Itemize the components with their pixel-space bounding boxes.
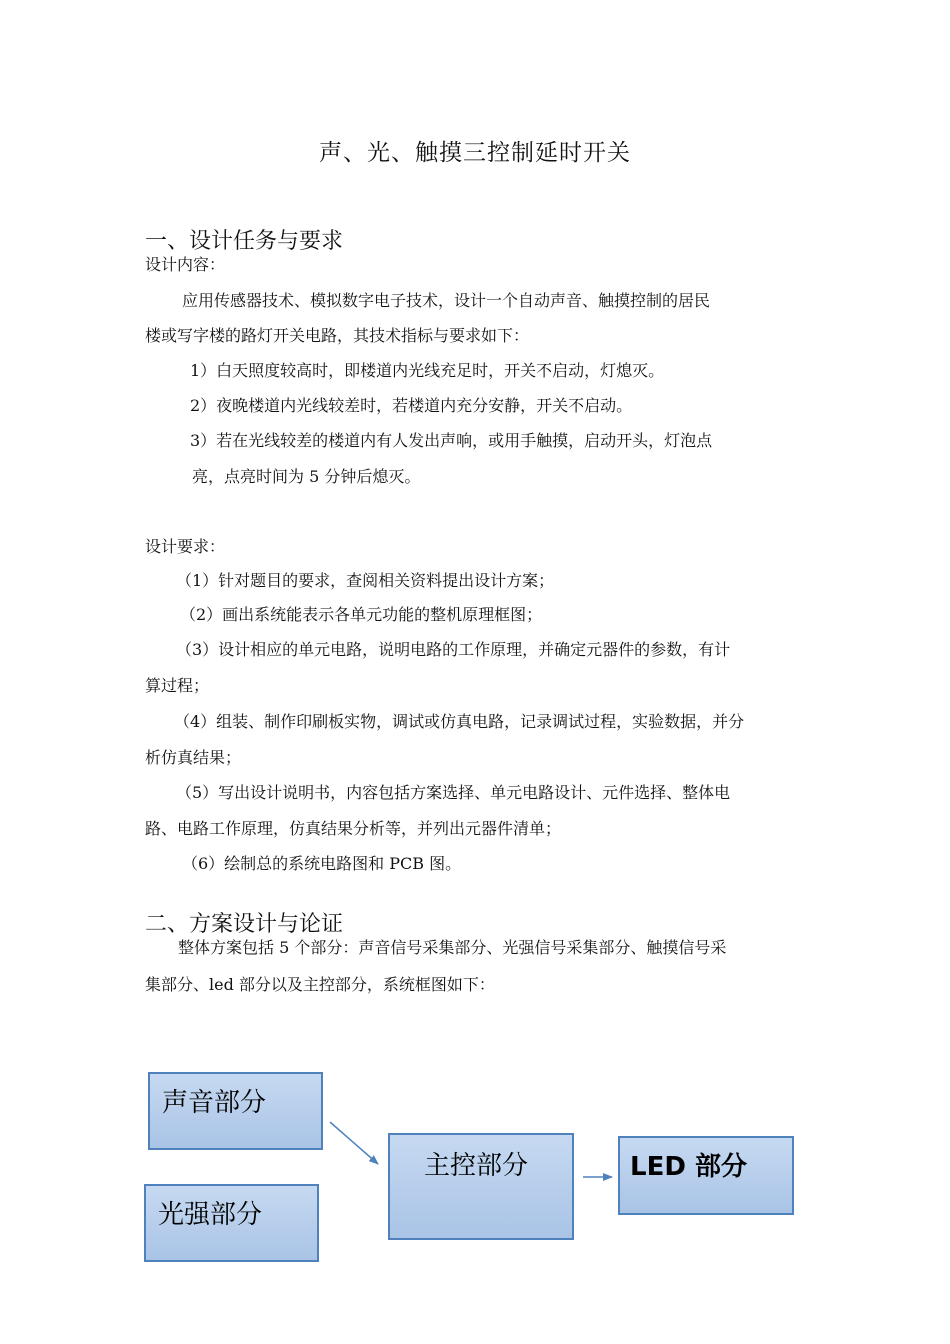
spec-item-3-continued: 亮，点亮时间为 5 分钟后熄灭。 [192, 467, 421, 486]
requirement-3: （3）设计相应的单元电路，说明电路的工作原理，并确定元器件的参数，有计 [176, 640, 731, 659]
arrow-sound-to-main [330, 1122, 378, 1164]
design-content-label: 设计内容： [145, 255, 226, 274]
section-2-heading: 二、方案设计与论证 [145, 912, 344, 937]
section-1-heading: 一、设计任务与要求 [145, 229, 344, 254]
requirement-1: （1）针对题目的要求，查阅相关资料提出设计方案； [176, 571, 555, 590]
requirement-4-continued: 析仿真结果； [145, 748, 242, 767]
requirement-4: （4）组装、制作印刷板实物，调试或仿真电路，记录调试过程，实验数据，并分 [174, 712, 745, 731]
main-control-block-label: 主控部分 [424, 1151, 529, 1181]
light-block-label: 光强部分 [158, 1200, 263, 1230]
design-requirements-label: 设计要求： [145, 537, 226, 556]
requirement-5: （5）写出设计说明书，内容包括方案选择、单元电路设计、元件选择、整体电 [176, 783, 731, 802]
requirement-5-continued: 路、电路工作原理，仿真结果分析等，并列出元器件清单； [145, 819, 562, 838]
requirement-3-continued: 算过程； [145, 676, 210, 695]
spec-item-2: 2）夜晚楼道内光线较差时，若楼道内充分安静，开关不启动。 [190, 396, 633, 415]
spec-item-3: 3）若在光线较差的楼道内有人发出声响，或用手触摸，启动开头，灯泡点 [190, 431, 713, 450]
led-block-label: LED 部分 [630, 1152, 747, 1182]
scheme-line-1: 整体方案包括 5 个部分：声音信号采集部分、光强信号采集部分、触摸信号采 [178, 938, 727, 957]
requirement-6: （6）绘制总的系统电路图和 PCB 图。 [182, 854, 462, 873]
sound-block-label: 声音部分 [162, 1088, 267, 1118]
spec-item-1: 1）白天照度较高时，即楼道内光线充足时，开关不启动，灯熄灭。 [190, 361, 665, 380]
intro-line-2: 楼或写字楼的路灯开关电路，其技术指标与要求如下： [145, 326, 530, 345]
requirement-2: （2）画出系统能表示各单元功能的整机原理框图； [180, 605, 543, 624]
scheme-line-2: 集部分、led 部分以及主控部分，系统框图如下： [145, 975, 495, 994]
document-title: 声、光、触摸三控制延时开关 [319, 140, 631, 166]
intro-line-1: 应用传感器技术、模拟数字电子技术，设计一个自动声音、触摸控制的居民 [182, 291, 711, 310]
